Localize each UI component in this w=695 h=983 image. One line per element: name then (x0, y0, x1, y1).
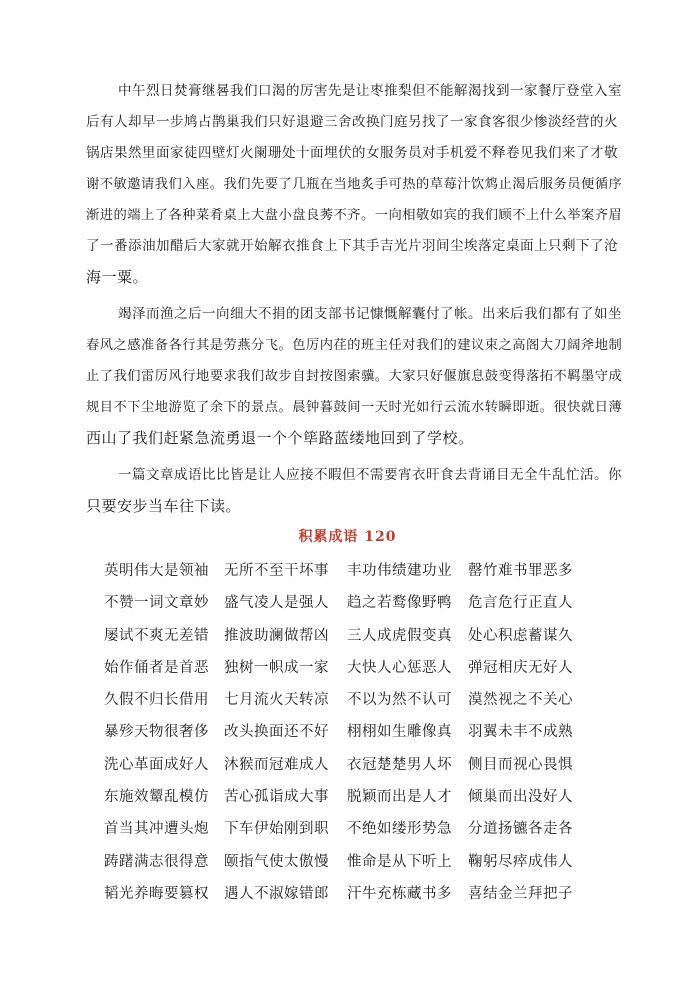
idiom-cell: 罄竹难书罪恶多 (468, 563, 573, 579)
paragraph-line: 竭泽而渔之后一向细大不捐的团支部书记慷慨解囊付了帐。出来后我们都有了如坐 (118, 306, 622, 322)
idiom-cell: 苦心孤诣成大事 (224, 789, 329, 806)
paragraph-line: 只要安步当车往下读。 (86, 497, 242, 515)
idiom-cell: 弹冠相庆无好人 (468, 659, 573, 676)
idiom-cell: 暴殄天物很奢侈 (104, 724, 209, 741)
idiom-cell: 侧目而视心畏惧 (468, 756, 573, 773)
idiom-row (104, 781, 604, 813)
idiom-row (104, 652, 604, 684)
idiom-cell: 下车伊始刚到职 (224, 821, 329, 838)
paragraph-2 (86, 299, 626, 454)
idiom-row (104, 684, 604, 716)
idiom-grid (104, 555, 604, 910)
paragraph-line: 中午烈日焚膏继晷我们口渴的厉害先是让枣推梨但不能解渴找到一家餐厅登堂入室 (118, 83, 622, 99)
idiom-cell: 无所不至干坏事 (224, 563, 329, 579)
idiom-cell: 倾巢而出没好人 (468, 789, 573, 806)
idiom-row (104, 620, 604, 652)
idiom-cell: 颐指气使太傲慢 (224, 853, 329, 870)
paragraph-line: 了一番添油加醋后大家就开始解衣推食上下其手吉光片羽间尘埃落定桌面上只剩下了沧 (86, 238, 618, 254)
idiom-cell: 三人成虎假变真 (347, 627, 452, 644)
idiom-cell: 羽翼未丰不成熟 (468, 724, 573, 741)
paragraph-line: 谢不敏邀请我们入座。我们先要了几瓶在当地炙手可热的草莓汁饮鸩止渴后服务员便循序 (86, 177, 623, 192)
idiom-cell: 不赞一词文章妙 (104, 595, 209, 612)
idiom-cell: 独树一帜成一家 (224, 659, 329, 676)
idiom-cell: 沐猴而冠难成人 (224, 756, 329, 773)
paragraph-line: 止了我们雷厉风行地要求我们故步自封按图索骥。大家只好偃旗息鼓变得落拓不羁墨守成 (86, 369, 623, 384)
idiom-row (104, 749, 604, 781)
idiom-cell: 汗牛充栋藏书多 (347, 885, 452, 902)
idiom-cell: 大快人心惩恶人 (347, 659, 452, 676)
idiom-cell: 遇人不淑嫁错郎 (224, 885, 329, 902)
idiom-cell: 首当其冲遭头炮 (104, 821, 209, 838)
idiom-cell: 踌躇满志很得意 (104, 853, 209, 870)
idiom-cell: 漠然视之不关心 (468, 692, 573, 709)
idiom-cell: 丰功伟绩建功业 (347, 563, 452, 579)
paragraph-line: 渐进的端上了各种菜肴桌上大盘小盘良莠不齐。一向相敬如宾的我们顾不上什么举案齐眉 (86, 208, 623, 223)
idiom-cell: 盛气凌人是强人 (224, 595, 329, 612)
section-title: 积累成语 120 (298, 529, 397, 545)
idiom-cell: 栩栩如生雕像真 (347, 724, 452, 741)
idiom-cell: 不绝如缕形势急 (347, 821, 452, 838)
idiom-cell: 始作俑者是首恶 (104, 659, 209, 676)
idiom-cell: 七月流火天转凉 (224, 692, 329, 709)
paragraph-1 (86, 76, 626, 293)
idiom-cell: 衣冠楚楚男人坏 (347, 756, 452, 773)
idiom-cell: 趋之若鹜像野鸭 (347, 595, 452, 612)
paragraph-line: 西山了我们赶紧急流勇退一个个筚路蓝缕地回到了学校。 (86, 429, 474, 447)
idiom-cell: 韬光养晦要篡权 (104, 885, 209, 902)
idiom-cell: 久假不归长借用 (104, 692, 209, 709)
idiom-cell: 脱颖而出是人才 (347, 789, 452, 806)
idiom-row (104, 555, 604, 587)
idiom-row (104, 878, 604, 910)
idiom-cell: 喜结金兰拜把子 (468, 885, 573, 902)
idiom-cell: 洗心革面成好人 (104, 756, 209, 773)
paragraph-line: 后有人却早一步鸠占鹊巢我们只好退避三舍改换门庭另找了一家食客很少惨淡经营的火 (86, 114, 618, 130)
paragraph-line: 春风之感准备各行其是劳燕分飞。色厉内荏的班主任对我们的建议束之高阁大刀阔斧地制 (86, 338, 623, 353)
idiom-cell: 英明伟大是领袖 (104, 563, 209, 579)
idiom-cell: 分道扬镳各走各 (468, 821, 573, 838)
idiom-cell: 处心积虑蓄谋久 (468, 627, 573, 644)
paragraph-line: 海一粟。 (86, 268, 149, 286)
idiom-row (104, 587, 604, 619)
idiom-cell: 屡试不爽无差错 (104, 627, 209, 644)
paragraph-3 (86, 460, 626, 522)
paragraph-line: 锅店果然里面家徒四壁灯火阑珊处十面埋伏的女服务员对手机爱不释卷见我们来了才敬 (86, 145, 618, 161)
idiom-row (104, 846, 604, 878)
idiom-cell: 鞠躬尽瘁成伟人 (468, 853, 573, 870)
idiom-row (104, 813, 604, 845)
idiom-cell: 推波助澜做帮凶 (224, 627, 329, 644)
idiom-cell: 危言危行正直人 (468, 595, 573, 612)
paragraph-line: 一篇文章成语比比皆是让人应接不暇但不需要宵衣旰食去背诵目无全牛乱忙活。你 (118, 467, 622, 483)
idiom-row (104, 716, 604, 748)
idiom-cell: 东施效颦乱模仿 (104, 789, 209, 806)
idiom-cell: 改头换面还不好 (224, 724, 329, 741)
idiom-cell: 惟命是从下听上 (347, 853, 452, 870)
paragraph-line: 规目不下尘地游览了余下的景点。晨钟暮鼓间一天时光如行云流水转瞬即逝。很快就日薄 (86, 400, 623, 415)
idiom-cell: 不以为然不认可 (347, 692, 452, 709)
